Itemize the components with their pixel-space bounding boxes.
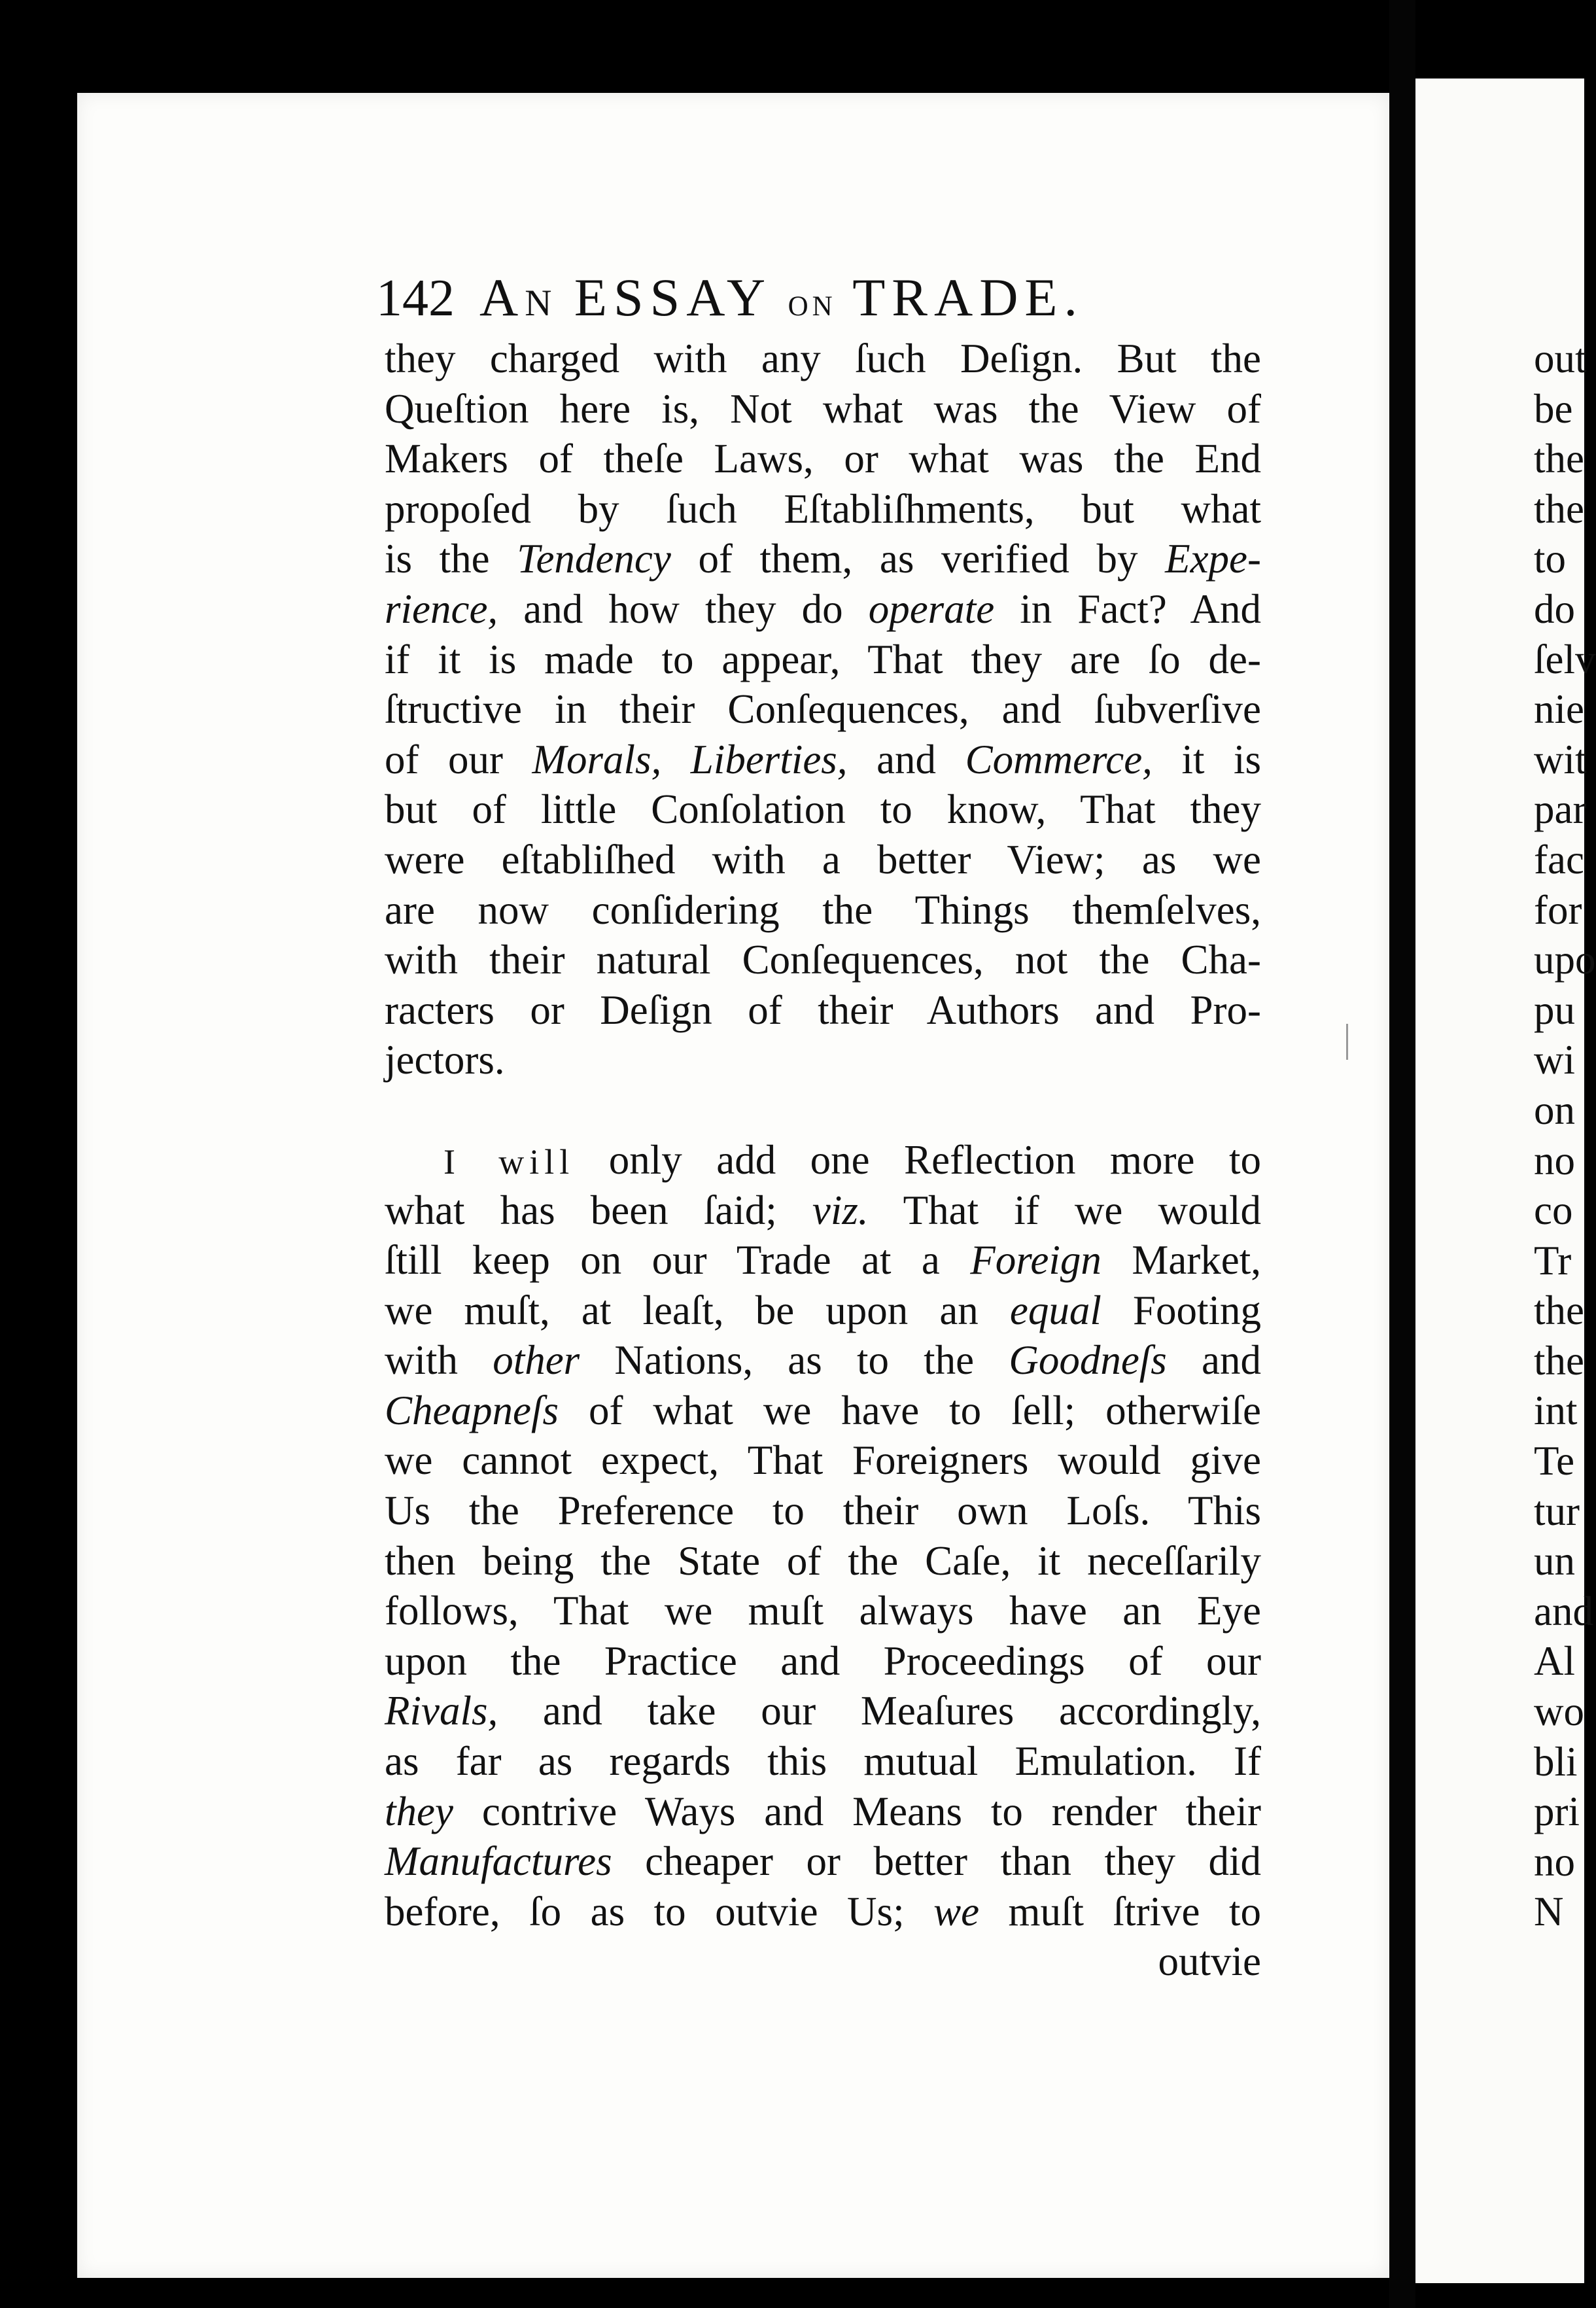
text-run: and [847, 736, 965, 782]
text-run: cheaper or better than they did [612, 1838, 1261, 1885]
text-line [385, 784, 1261, 835]
text-line [385, 1686, 1261, 1736]
italic-text: Morals, Liberties, [532, 736, 848, 782]
text-line [385, 985, 1261, 1036]
italic-text: they [385, 1788, 453, 1834]
facing-page-fragment: out [1534, 336, 1587, 381]
text-run: racters or Deſign of their Authors and Pro- [385, 987, 1261, 1033]
text-line [385, 635, 1261, 685]
paragraph-2 [385, 1135, 1261, 1937]
running-head-on: on [788, 280, 837, 324]
text-run: what has been ſaid; [385, 1187, 812, 1233]
ink-mark [1346, 1024, 1348, 1060]
text-run: Makers of theſe Laws, or what was the End [385, 436, 1261, 482]
facing-page-fragment: no [1534, 1137, 1575, 1183]
facing-page-fragment: ſelv [1534, 636, 1596, 682]
text-line [385, 1636, 1261, 1687]
text-line [385, 1736, 1261, 1787]
text-line [385, 1386, 1261, 1436]
text-line [385, 885, 1261, 935]
text-line [385, 1335, 1261, 1386]
text-line [385, 1836, 1261, 1887]
text-line [385, 1536, 1261, 1586]
text-run: in Fact? And [994, 586, 1261, 632]
italic-text: Foreign [970, 1237, 1102, 1284]
facing-page-fragment: pu [1534, 987, 1575, 1033]
text-run: follows, That we muſt always have an Eye [385, 1588, 1261, 1634]
facing-page-fragment: the [1534, 436, 1584, 482]
text-run: before, ſo as to outvie Us; [385, 1888, 934, 1934]
book-gutter [1389, 0, 1415, 2308]
text-run: with [385, 1337, 493, 1384]
italic-text: Expe- [1165, 536, 1261, 582]
text-run: are now conſidering the Things themſelves, [385, 886, 1261, 933]
facing-page-fragment: Tr [1534, 1237, 1572, 1284]
text-run: we muſt, at leaſt, be upon an [385, 1287, 1010, 1333]
italic-text: rience, [385, 586, 498, 632]
text-run: of them, as verified by [670, 536, 1166, 582]
text-line [385, 1035, 1261, 1085]
facing-page-fragment: and [1534, 1588, 1593, 1634]
facing-page-fragment: nie [1534, 686, 1584, 733]
text-run: contrive Ways and Means to render their [453, 1788, 1261, 1834]
facing-page-fragment: wit [1534, 736, 1587, 782]
text-run: of our [385, 736, 532, 782]
text-line [385, 735, 1261, 785]
facing-page-fragment: N [1534, 1889, 1564, 1935]
italic-text: other [493, 1337, 580, 1384]
facing-page-fragment: par [1534, 786, 1587, 833]
text-run: Market, [1101, 1237, 1261, 1284]
running-head-essay: ESSAY [574, 268, 772, 327]
running-head-an: An [479, 268, 559, 327]
running-head [376, 267, 1325, 339]
text-run: with their natural Conſequences, not the Cha- [385, 937, 1261, 983]
text-run: upon the Practice and Proceedings of our [385, 1637, 1261, 1684]
text-run: they charged with any ſuch Deſign. But the [385, 336, 1261, 381]
text-line [385, 1285, 1261, 1336]
text-line [385, 935, 1261, 985]
italic-text: operate [868, 586, 995, 632]
facing-page-fragment: int [1534, 1388, 1578, 1434]
italic-text: Manufactures [385, 1838, 612, 1885]
facing-page-fragment: the [1534, 485, 1584, 532]
text-line [385, 534, 1261, 584]
text-run: That if we would [868, 1187, 1261, 1233]
italic-text: equal [1009, 1287, 1102, 1333]
italic-text: Commerce, [965, 736, 1153, 782]
facing-page-fragment: fac [1534, 836, 1584, 883]
facing-page-fragment: pri [1534, 1789, 1580, 1835]
facing-page-fragment: to [1534, 536, 1567, 582]
text-run: as far as regards this mutual Emulation. If [385, 1738, 1261, 1785]
facing-page-fragment: be [1534, 385, 1573, 432]
facing-page-fragment: the [1534, 1287, 1584, 1334]
running-head-trade: TRADE. [852, 268, 1084, 327]
page-body [385, 334, 1261, 1987]
facing-page-fragment: wo [1534, 1688, 1584, 1735]
text-line [385, 684, 1261, 735]
facing-page-text [1534, 334, 1596, 1937]
italic-text: we [933, 1888, 980, 1934]
text-line [385, 1486, 1261, 1536]
small-caps-opening: I will [443, 1142, 575, 1181]
text-run: we cannot expect, That Foreigners would give [385, 1437, 1261, 1484]
text-run: Us the Preference to their own Loſs. This [385, 1488, 1261, 1534]
catchword: outvie [1158, 1938, 1261, 1985]
facing-page-fragment: co [1534, 1187, 1573, 1234]
text-run: only add one Reflection more to [574, 1136, 1261, 1183]
text-run: is the [385, 536, 517, 582]
text-run: ſtill keep on our Trade at a [385, 1237, 971, 1284]
facing-page-fragment: wi [1534, 1037, 1575, 1083]
facing-page-fragment: Al [1534, 1638, 1575, 1685]
text-line [385, 835, 1261, 885]
text-run: of what we have to ſell; otherwiſe [558, 1387, 1261, 1433]
paragraph-gap [385, 1085, 1261, 1135]
text-line [385, 584, 1261, 635]
text-line [385, 1787, 1261, 1837]
facing-page-fragment: do [1534, 586, 1575, 632]
italic-text: Rivals, [385, 1688, 498, 1734]
italic-text: Goodneſs [1009, 1337, 1167, 1384]
facing-page-fragment: bli [1534, 1738, 1578, 1785]
text-line [385, 1135, 1261, 1185]
text-line [385, 1435, 1261, 1486]
text-line [385, 1185, 1261, 1236]
text-line [385, 1586, 1261, 1636]
text-run: were eſtabliſhed with a better View; as we [385, 836, 1261, 883]
text-line [385, 334, 1261, 384]
text-run: then being the State of the Caſe, it neceſſarily [385, 1537, 1261, 1584]
text-line [385, 1235, 1261, 1285]
facing-page-fragment: for [1534, 886, 1582, 933]
facing-page-fragment: upo [1534, 937, 1596, 983]
text-run: and [1166, 1337, 1261, 1384]
text-run: propoſed by ſuch Eſtabliſhments, but what [385, 485, 1261, 532]
text-run: if it is made to appear, That they are ſo de- [385, 636, 1261, 682]
text-run: Nations, as to the [580, 1337, 1009, 1384]
text-run: it is [1152, 736, 1261, 782]
facing-page-fragment: un [1534, 1538, 1575, 1584]
text-line [385, 1887, 1261, 1937]
text-line [385, 484, 1261, 534]
text-run: Queſtion here is, Not what was the View of [385, 385, 1261, 432]
text-run: and take our Meaſures accordingly, [498, 1688, 1261, 1734]
text-run: ſtructive in their Conſequences, and ſubverſive [385, 686, 1261, 733]
text-line [385, 384, 1261, 434]
facing-page-fragment: the [1534, 1337, 1584, 1384]
text-run: but of little Conſolation to know, That they [385, 786, 1261, 833]
text-run: jectors. [385, 1037, 505, 1083]
text-run: and how they do [498, 586, 869, 632]
text-run: muſt ſtrive to [979, 1888, 1262, 1934]
text-run: Footing [1101, 1287, 1262, 1333]
italic-text: Cheapneſs [385, 1387, 559, 1433]
text-line [385, 434, 1261, 484]
paragraph-1 [385, 334, 1261, 1085]
italic-text: Tendency [517, 536, 671, 582]
facing-page-fragment: Te [1534, 1438, 1575, 1484]
italic-text: viz. [812, 1187, 869, 1233]
facing-page-fragment: tur [1534, 1488, 1580, 1534]
facing-page-fragment: on [1534, 1087, 1575, 1133]
facing-page-fragment: no [1534, 1838, 1575, 1885]
page-number: 142 [376, 270, 455, 327]
